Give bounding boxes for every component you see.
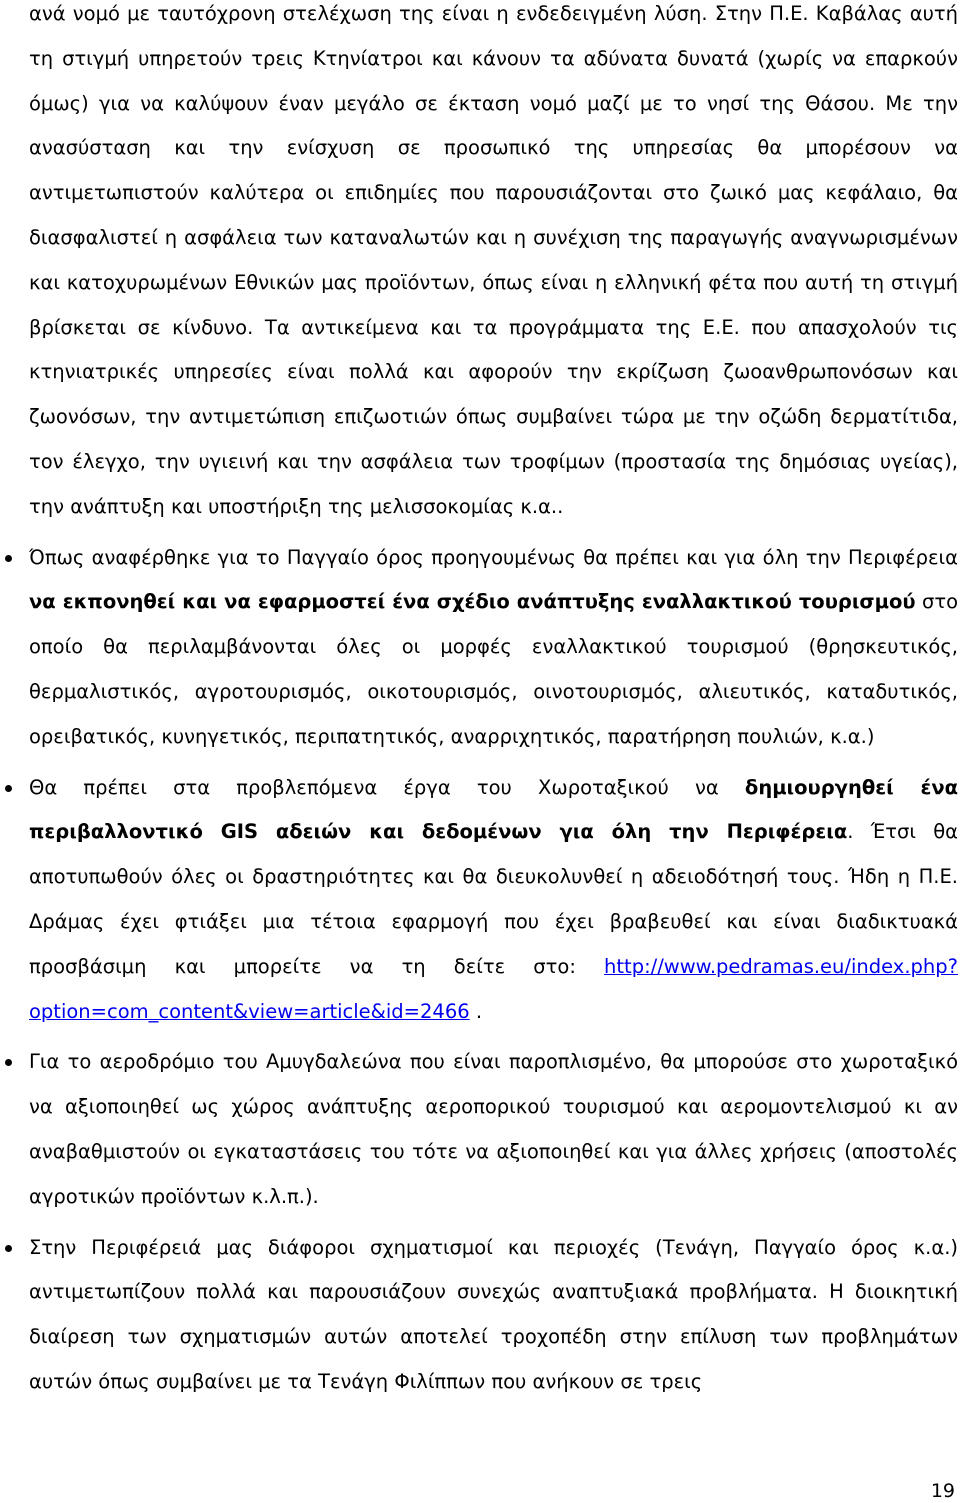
bullet-text: στο οποίο θα περιλαμβάνονται όλες οι μορφές εναλλακτικού τουρισμού (θρησκευτικός, θερμαλιστικός, αγροτουρισμός, οικοτουρισμός, οινοτουρισμός, αλιευτικός, καταδυτικός, ορειβατικός, κυνηγετικός, περιπατητικός, αναρριχητικός, παρατήρηση πουλιών, κ.α.) (29, 590, 958, 748)
bullet-list (29, 536, 958, 1405)
bullet-paragraph (29, 766, 958, 1035)
bullet-text: Θα πρέπει στα προβλεπόμενα έργα του Χωροταξικού να (29, 775, 745, 799)
bold-text: να εκπονηθεί και να εφαρμοστεί ένα σχέδιο ανάπτυξης εναλλακτικού τουρισμού (29, 590, 916, 614)
bullet-item-gis (29, 766, 958, 1035)
bullet-text: Όπως αναφέρθηκε για το Παγγαίο όρος προηγουμένως θα πρέπει και για όλη την Περιφέρεια (29, 545, 958, 569)
document-page (29, 0, 958, 1405)
bullet-paragraph: Στην Περιφέρειά μας διάφοροι σχηματισμοί και περιοχές (Τενάγη, Παγγαίο όρος κ.α.) αντιμετωπίζουν πολλά και παρουσιάζουν συνεχώς αναπτυξιακά προβλήματα. Η διοικητική διαίρεση των σχηματισμών αυτών αποτελεί τροχοπέδη στην επίλυση των προβλημάτων αυτών όπως συμβαίνει με τα Τενάγη Φιλίππων που ανήκουν σε τρεις (29, 1235, 958, 1393)
pedramas-link[interactable]: http://www.pedramas.eu/index.php?option=com_content&view=article&id=2466 (29, 954, 958, 1023)
bullet-text: . (469, 999, 483, 1023)
page-number: 19 (930, 1480, 955, 1502)
bullet-text: . Έτσι θα αποτυπωθούν όλες οι δραστηριότητες και θα διευκολυνθεί η αδειοδότησή τους. Ήδη η Π.Ε. Δράμας έχει φτιάξει μια τέτοια εφαρμογή που έχει βραβευθεί και είναι διαδικτυακά προσβάσιμη και μπορείτε να τη δείτε στο: (29, 820, 958, 978)
intro-paragraph: ανά νομό με ταυτόχρονη στελέχωση της είναι η ενδεδειγμένη λύση. Στην Π.Ε. Καβάλας αυτή τη στιγμή υπηρετούν τρεις Κτηνίατροι και κάνουν τα αδύνατα δυνατά (χωρίς να επαρκούν όμως) για να καλύψουν έναν μεγάλο σε έκταση νομό μαζί με το νησί της Θάσου. Με την ανασύσταση και την ενίσχυση σε προσωπικό της υπηρεσίας θα μπορέσουν να αντιμετωπιστούν καλύτερα οι επιδημίες που παρουσιάζονται στο ζωικό μας κεφάλαιο, θα διασφαλιστεί η ασφάλεια των καταναλωτών και η συνέχιση της παραγωγής αναγνωρισμένων και κατοχυρωμένων Εθνικών μας προϊόντων, όπως είναι η ελληνική φέτα που αυτή τη στιγμή βρίσκεται σε κίνδυνο. Τα αντικείμενα και τα προγράμματα της Ε.Ε. που απασχολούν τις κτηνιατρικές υπηρεσίες είναι πολλά και αφορούν την εκρίζωση ζωοανθρωπονόσων και ζωονόσων, την αντιμετώπιση επιζωοτιών όπως συμβαίνει τώρα με την οζώδη δερματίτιδα, τον έλεγχο, την υγιεινή και την ασφάλεια των τροφίμων (προστασία της δημόσιας υγείας), την ανάπτυξη και υποστήριξη της μελισσοκομίας κ.α.. (29, 2, 958, 518)
bullet-paragraph (29, 536, 958, 760)
bullet-item-regions (29, 1226, 958, 1405)
bullet-paragraph: Για το αεροδρόμιο του Αμυγδαλεώνα που είναι παροπλισμένο, θα μπορούσε στο χωροταξικό να αξιοποιηθεί ως χώρος ανάπτυξης αεροπορικού τουρισμού και αερομοντελισμού κι αν αναβαθμιστούν οι εγκαταστάσεις του τότε να αξιοποιηθεί και για άλλες χρήσεις (αποστολές αγροτικών προϊόντων κ.λ.π.). (29, 1050, 958, 1208)
bullet-item-tourism-plan (29, 536, 958, 760)
bullet-item-airport (29, 1040, 958, 1219)
bold-text: δημιουργηθεί ένα περιβαλλοντικό GIS αδειών και δεδομένων για όλη την Περιφέρεια (29, 775, 958, 844)
